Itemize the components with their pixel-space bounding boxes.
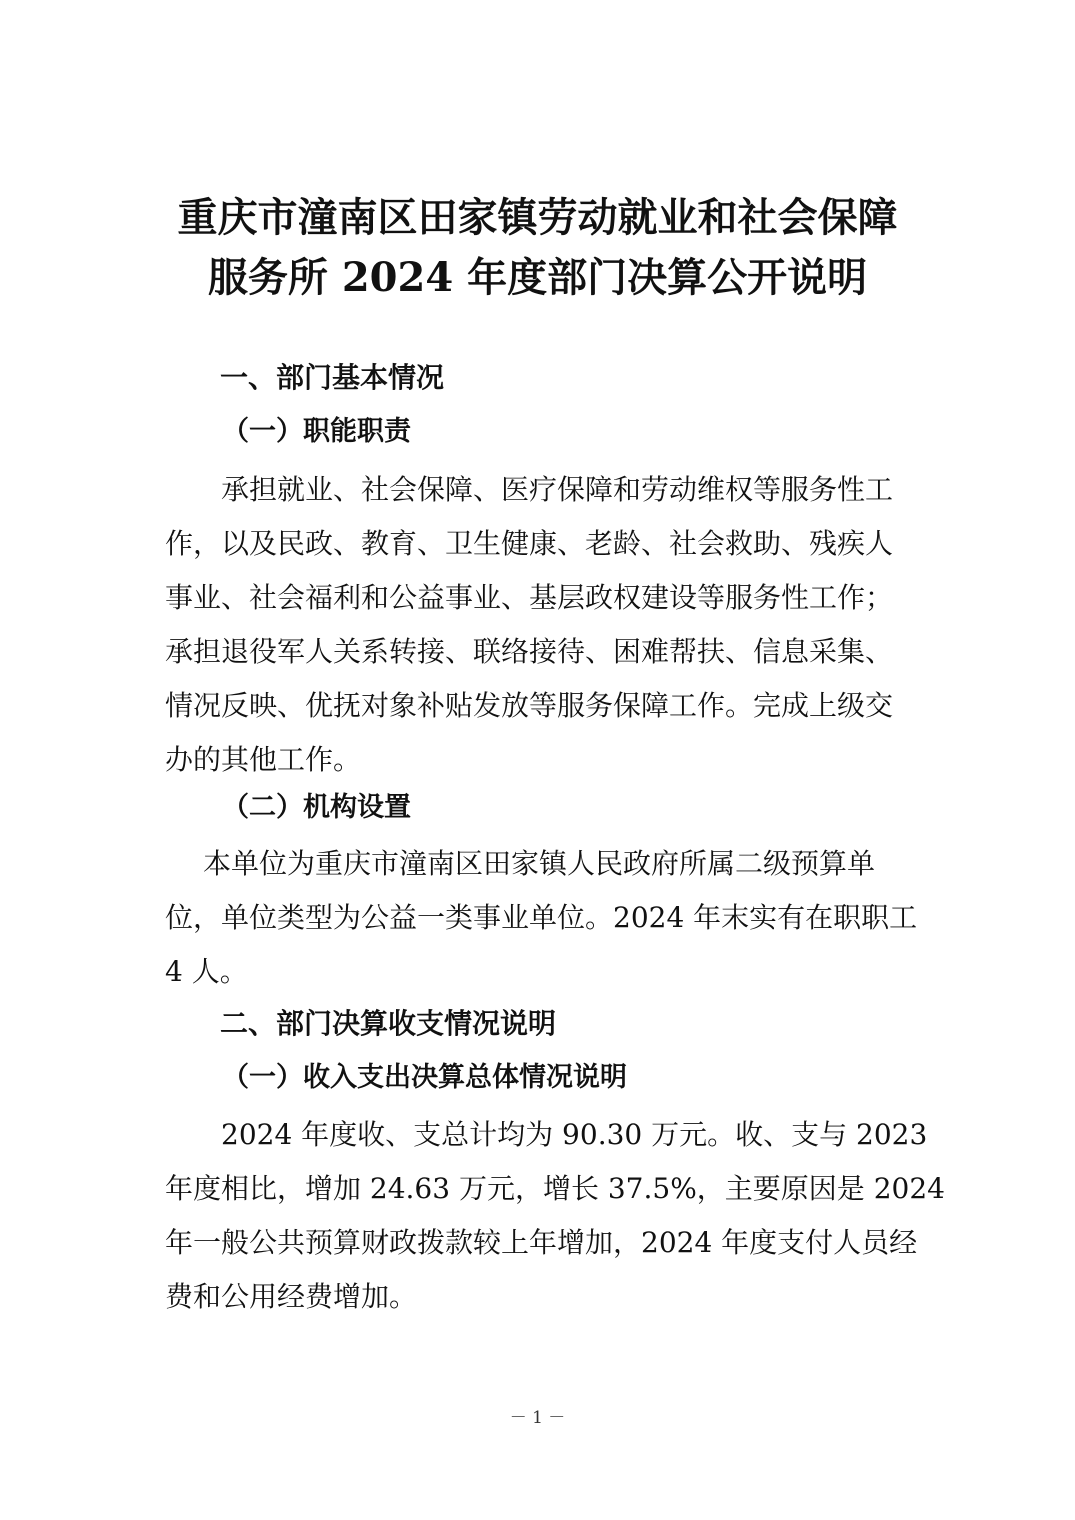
paragraph-line: 承担退役军人关系转接、联络接待、困难帮扶、信息采集、 — [165, 635, 894, 668]
paragraph-line: 4 人。 — [165, 955, 248, 988]
page-number: － 1 － — [509, 1408, 566, 1428]
paragraph-line: 年一般公共预算财政拨款较上年增加，2024 年度支付人员经 — [165, 1226, 918, 1259]
subsection-heading-structure: （二）机构设置 — [222, 792, 411, 823]
section-heading-basic-info: 一、部门基本情况 — [220, 361, 445, 394]
subsection-heading-overall: （一）收入支出决算总体情况说明 — [222, 1062, 627, 1093]
paragraph-line: 2024 年度收、支总计均为 90.30 万元。收、支与 2023 — [221, 1118, 928, 1151]
paragraph-overall — [165, 1108, 945, 1324]
paragraph-line: 事业、社会福利和公益事业、基层政权建设等服务性工作； — [165, 581, 894, 614]
paragraph-line: 办的其他工作。 — [165, 743, 362, 776]
section-heading-final-accounts: 二、部门决算收支情况说明 — [220, 1007, 557, 1040]
paragraph-line: 作，以及民政、教育、卫生健康、老龄、社会救助、残疾人 — [165, 527, 894, 560]
paragraph-duties — [165, 463, 915, 787]
paragraph-structure — [165, 837, 918, 999]
document-title — [130, 188, 945, 308]
paragraph-line: 位，单位类型为公益一类事业单位。2024 年末实有在职职工 — [165, 901, 918, 934]
paragraph-line: 承担就业、社会保障、医疗保障和劳动维权等服务性工 — [221, 473, 894, 506]
title-line: 重庆市潼南区田家镇劳动就业和社会保障 — [177, 194, 898, 241]
paragraph-line: 情况反映、优抚对象补贴发放等服务保障工作。完成上级交 — [165, 689, 894, 722]
paragraph-line: 费和公用经费增加。 — [165, 1280, 418, 1313]
title-line: 服务所 2024 年度部门决算公开说明 — [207, 254, 868, 301]
subsection-heading-duties: （一）职能职责 — [222, 416, 411, 447]
paragraph-line: 本单位为重庆市潼南区田家镇人民政府所属二级预算单 — [203, 847, 876, 880]
paragraph-line: 年度相比，增加 24.63 万元，增长 37.5%，主要原因是 2024 — [165, 1172, 945, 1205]
